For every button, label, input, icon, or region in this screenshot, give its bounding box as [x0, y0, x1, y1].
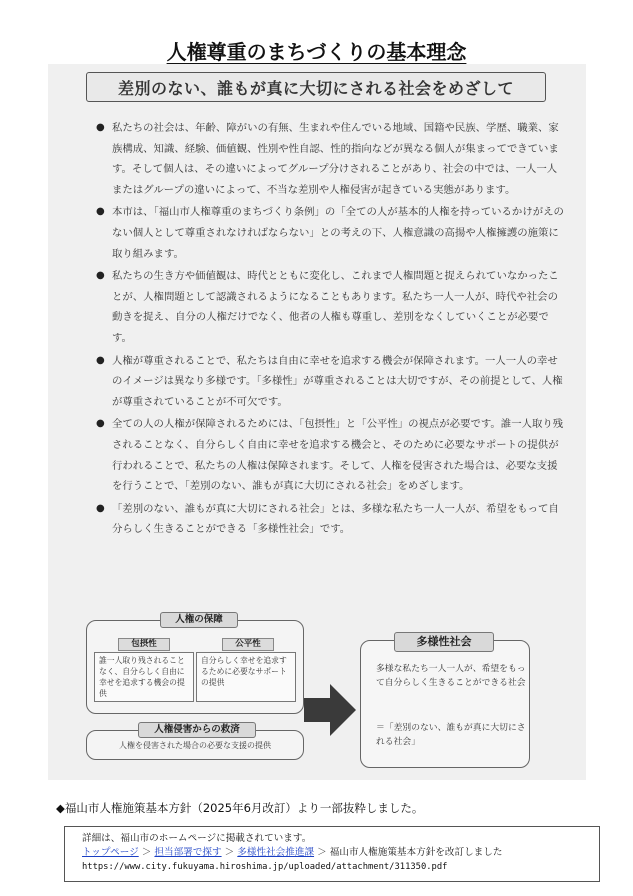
inclusion-description: 誰一人取り残されることなく、自分らしく自由に幸せを追求する機会の提供: [94, 652, 194, 702]
footer-info-box: [64, 826, 600, 882]
source-note: ◆福山市人権施策基本方針（2025年6月改訂）より一部抜粋しました。: [56, 801, 424, 815]
bullet-icon: ●: [96, 206, 105, 218]
principle-item: ● 本市は、「福山市人権尊重のまちづくり条例」の「全ての人が基本的人権を持っているかけがえのない個人として尊重されなければならない」との考えの下、人権意識の高揚や人権擁護の施策に取り組みます。: [96, 202, 564, 264]
breadcrumb-separator: ＞: [141, 847, 152, 858]
bullet-icon: ●: [96, 354, 105, 366]
footer-intro: 詳細は、福山市のホームページに掲載されています。: [82, 833, 312, 844]
bullet-icon: ●: [96, 502, 105, 514]
page-title: 人権尊重のまちづくりの基本理念: [166, 40, 467, 64]
breadcrumb-current: 福山市人権施策基本方針を改訂しました: [329, 847, 503, 858]
bullet-icon: ●: [96, 270, 105, 282]
document-url[interactable]: https://www.city.fukuyama.hiroshima.jp/uploaded/attachment/311350.pdf: [82, 862, 448, 872]
arrow-right-icon: [304, 682, 358, 738]
relief-description: 人権を侵害された場合の必要な支援の提供: [119, 741, 271, 750]
principle-item: ● 「差別のない、誰もが真に大切にされる社会」とは、多様な私たち一人一人が、希望をもって自分らしく生きることができる「多様性社会」です。: [96, 499, 564, 540]
breadcrumb-link-department[interactable]: 担当部署で探す: [154, 847, 222, 858]
bullet-icon: ●: [96, 418, 105, 430]
subtitle-text: 差別のない、誰もが真に大切にされる社会をめざして: [117, 78, 514, 98]
breadcrumb-link-diversity-division[interactable]: 多様性社会推進課: [237, 847, 315, 858]
breadcrumb-link-top[interactable]: トップページ: [82, 847, 139, 858]
diversity-title: 多様性社会: [394, 632, 494, 652]
bullet-icon: ●: [96, 122, 105, 133]
subtitle-box: [86, 72, 546, 102]
principle-item: ● 私たちの生き方や価値観は、時代とともに変化し、これまで人権問題と捉えられていなかったことが、人権問題として認識されるようになることもあります。私たち一人一人が、時代や社会の動きを捉え、自分の人権だけでなく、他者の人権も尊重し、差別をなくしていくことが必要です。: [96, 266, 564, 348]
fairness-label: 公平性: [222, 638, 274, 651]
relief-title: 人権侵害からの救済: [138, 722, 256, 738]
breadcrumb-separator: ＞: [317, 847, 327, 858]
diversity-description: 多様な私たち一人一人が、希望をもって自分らしく生きることができる社会: [376, 664, 526, 688]
breadcrumb: [82, 846, 599, 860]
fairness-description: 自分らしく幸せを追求するために必要なサポートの提供: [196, 652, 296, 702]
diversity-equals-statement: ＝「差別のない、誰もが真に大切にされる社会」: [376, 723, 526, 747]
principle-item: ● 人権が尊重されることで、私たちは自由に幸せを追求する機会が保障されます。一人一人の幸せのイメージは異なり多様です。「多様性」が尊重されることは大切ですが、その前提として、人権が尊重されていることが不可欠です。: [96, 351, 564, 413]
principle-list: [96, 118, 564, 542]
guarantee-title: 人権の保障: [160, 612, 238, 628]
breadcrumb-separator: ＞: [224, 847, 235, 858]
principle-item: ● 全ての人の人権が保障されるためには、「包摂性」と「公平性」の視点が必要です。誰一人取り残されることなく、自分らしく自由に幸せを追求する機会と、そのために必要なサポートの提供が行われることで、私たちの人権は保障されます。そして、人権を侵害された場合は、必要な支援を行うことで、「差別のない、誰もが真に大切にされる社会」をめざします。: [96, 414, 564, 496]
principle-item: ● 私たちの社会は、年齢、障がいの有無、生まれや住んでいる地域、国籍や民族、学歴、職業、家族構成、知識、経験、価値観、性別や性自認、性的指向などが異なる個人が集まってできています。そして個人は、その違いによってグループ分けされることがあり、社会の中では、一人一人またはグループの違いによって、不当な差別や人権侵害が起きている実態があります。: [96, 118, 564, 200]
inclusion-label: 包摂性: [118, 638, 170, 651]
